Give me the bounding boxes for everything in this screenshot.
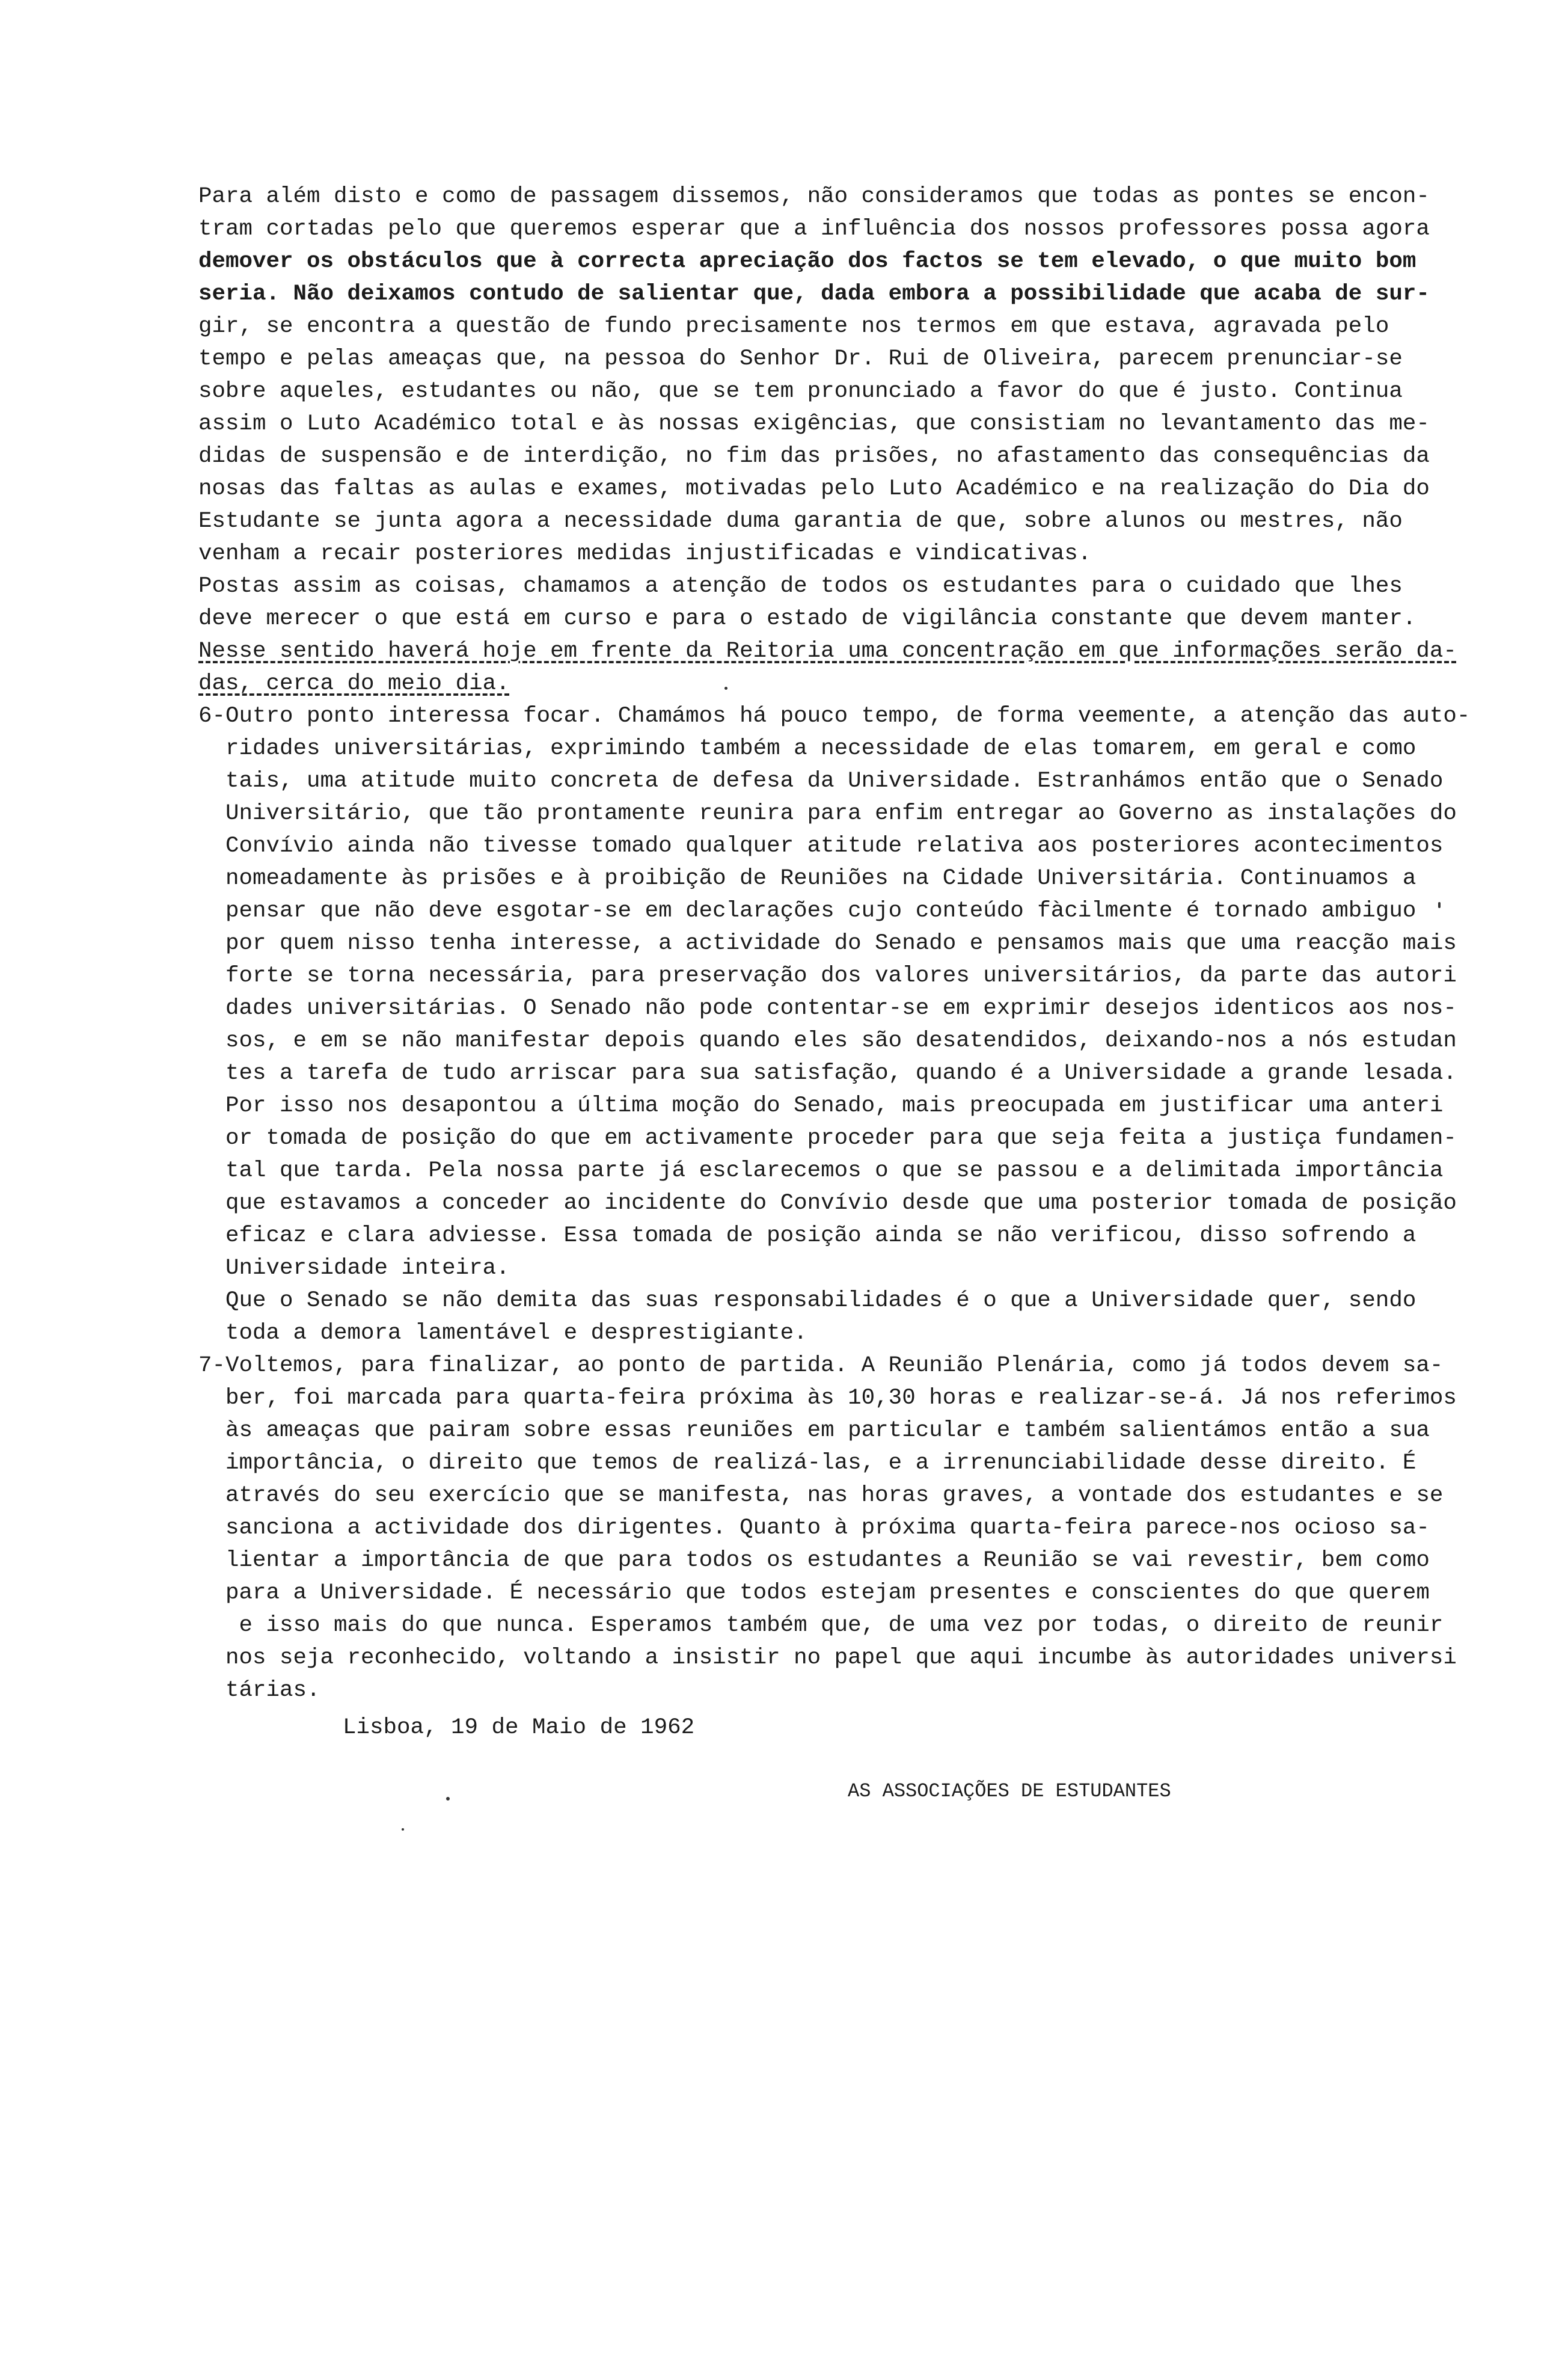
text-line: para a Universidade. É necessário que todos estejam presentes e conscientes do que querem — [198, 1580, 1430, 1606]
text-line: que estavamos a conceder ao incidente do Convívio desde que uma posterior tomada de posição — [198, 1191, 1457, 1216]
text-line: Convívio ainda não tivesse tomado qualquer atitude relativa aos posteriores acontecimentos — [198, 834, 1444, 859]
text-line: Para além disto e como de passagem dissemos, não consideramos que todas as pontes se encon- — [198, 184, 1430, 209]
text-line: ber, foi marcada para quarta-feira próxima às 10,30 horas e realizar-se-á. Já nos referimos — [198, 1386, 1457, 1411]
text-line: 7-Voltemos, para finalizar, ao ponto de partida. A Reunião Plenária, como já todos devem sa- — [198, 1353, 1444, 1378]
text-line: 6-Outro ponto interessa focar. Chamámos há pouco tempo, de forma veemente, a atenção das auto- — [198, 704, 1471, 729]
text-line: tal que tarda. Pela nossa parte já esclarecemos o que se passou e a delimitada importância — [198, 1158, 1444, 1184]
text-line: forte se torna necessária, para preservação dos valores universitários, da parte das autori — [198, 963, 1457, 989]
signature: AS ASSOCIAÇÕES DE ESTUDANTES — [848, 1780, 1171, 1802]
text-line: seria. Não deixamos contudo de salientar que, dada embora a possibilidade que acaba de sur- — [198, 281, 1430, 307]
text-line: Que o Senado se não demita das suas responsabilidades é o que a Universidade quer, sendo — [198, 1288, 1416, 1313]
text-line: tárias. — [198, 1678, 320, 1703]
text-line: Por isso nos desapontou a última moção do Senado, mais preocupada em justificar uma anteri — [198, 1093, 1444, 1119]
text-line: Estudante se junta agora a necessidade duma garantia de que, sobre alunos ou mestres, não — [198, 509, 1403, 534]
text-line: por quem nisso tenha interesse, a actividade do Senado e pensamos mais que uma reacção mais — [198, 931, 1457, 956]
text-line: ridades universitárias, exprimindo também a necessidade de elas tomarem, em geral e como — [198, 736, 1416, 761]
text-line: sobre aqueles, estudantes ou não, que se tem pronunciado a favor do que é justo. Continua — [198, 379, 1403, 404]
text-line: e isso mais do que nunca. Esperamos também que, de uma vez por todas, o direito de reunir — [198, 1613, 1444, 1638]
text-line: das, cerca do meio dia. — [198, 671, 510, 696]
scan-speck — [446, 1797, 450, 1801]
text-line: importância, o direito que temos de realizá-las, e a irrenunciabilidade desse direito. É — [198, 1451, 1416, 1476]
text-line: eficaz e clara adviesse. Essa tomada de posição ainda se não verificou, disso sofrendo a — [198, 1223, 1416, 1248]
text-line: Universitário, que tão prontamente reunira para enfim entregar ao Governo as instalações do — [198, 801, 1457, 826]
text-line: nosas das faltas as aulas e exames, motivadas pelo Luto Académico e na realização do Dia do — [198, 476, 1430, 502]
text-line: nomeadamente às prisões e à proibição de Reuniões na Cidade Universitária. Continuamos a — [198, 866, 1416, 891]
text-line: dades universitárias. O Senado não pode contentar-se em exprimir desejos identicos aos nos- — [198, 996, 1457, 1021]
document-body — [198, 180, 1485, 1707]
text-line: tram cortadas pelo que queremos esperar que a influência dos nossos professores possa agora — [198, 216, 1430, 242]
text-line: gir, se encontra a questão de fundo precisamente nos termos em que estava, agravada pelo — [198, 314, 1389, 339]
text-line: toda a demora lamentável e desprestigiante. — [198, 1321, 807, 1346]
text-line: venham a recair posteriores medidas injustificadas e vindicativas. — [198, 541, 1092, 566]
text-line: or tomada de posição do que em activamente proceder para que seja feita a justiça fundamen- — [198, 1126, 1457, 1151]
text-line: às ameaças que pairam sobre essas reuniões em particular e também salientámos então a sua — [198, 1418, 1430, 1443]
text-line: tempo e pelas ameaças que, na pessoa do Senhor Dr. Rui de Oliveira, parecem prenunciar-se — [198, 346, 1403, 372]
text-line: sanciona a actividade dos dirigentes. Quanto à próxima quarta-feira parece-nos ocioso sa- — [198, 1515, 1430, 1541]
text-line: Postas assim as coisas, chamamos a atenção de todos os estudantes para o cuidado que lhes — [198, 574, 1403, 599]
text-line: através do seu exercício que se manifesta, nas horas graves, a vontade dos estudantes e se — [198, 1483, 1444, 1508]
text-line: pensar que não deve esgotar-se em declarações cujo conteúdo fàcilmente é tornado ambiguo — [198, 898, 1416, 924]
text-line: nos seja reconhecido, voltando a insistir no papel que aqui incumbe às autoridades universi — [198, 1645, 1457, 1671]
text-line: didas de suspensão e de interdição, no fim das prisões, no afastamento das consequências da — [198, 444, 1430, 469]
text-line: lientar a importância de que para todos os estudantes a Reunião se vai revestir, bem como — [198, 1548, 1430, 1573]
text-line: Universidade inteira. — [198, 1256, 510, 1281]
text-line: demover os obstáculos que à correcta apreciação dos factos se tem elevado, o que muito bom — [198, 249, 1416, 274]
text-line: tais, uma atitude muito concreta de defesa da Universidade. Estranhámos então que o Senado — [198, 769, 1444, 794]
text-line: tes a tarefa de tudo arriscar para sua satisfação, quando é a Universidade a grande lesada. — [198, 1061, 1457, 1086]
scan-speck — [1438, 902, 1441, 908]
scan-speck — [402, 1828, 404, 1831]
text-line: assim o Luto Académico total e às nossas exigências, que consistiam no levantamento das me- — [198, 411, 1430, 437]
text-line: Nesse sentido haverá hoje em frente da Reitoria uma concentração em que informações serão da- — [198, 639, 1457, 664]
scan-speck — [724, 687, 727, 690]
text-line: sos, e em se não manifestar depois quando eles são desatendidos, deixando-nos a nós estudan — [198, 1028, 1457, 1054]
text-line: deve merecer o que está em curso e para o estado de vigilância constante que devem manter. — [198, 606, 1416, 631]
place-date: Lisboa, 19 de Maio de 1962 — [343, 1715, 695, 1740]
